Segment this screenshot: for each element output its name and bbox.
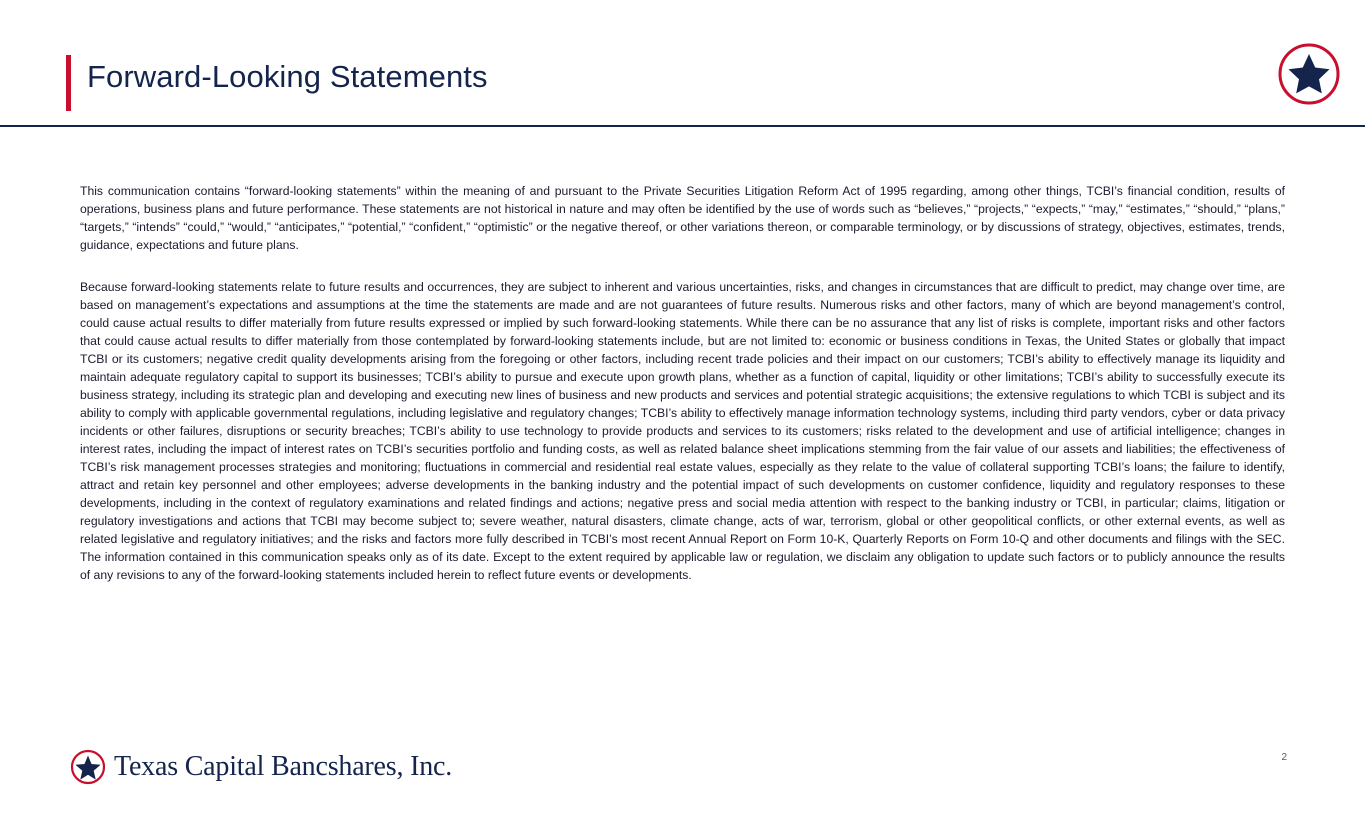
- page-title: Forward-Looking Statements: [87, 59, 488, 94]
- slide-body: [80, 182, 1285, 584]
- disclaimer-paragraph-1: This communication contains “forward-looking statements” within the meaning of and pursuant to the Private Securities Litigation Reform Act of 1995 regarding, among other things, TCBI’s financial condition, results of operations, business plans and future performance. These statements are not historical in nature and may often be identified by the use of words such as “believes,” “projects,” “expects,” “may,” “estimates,” “should,” “plans,” “targets,” “intends” “could,” “would,” “anticipates,” “potential,” “confident,” “optimistic” or the negative thereof, or other variations thereon, or comparable terminology, or by discussions of strategy, objectives, estimates, trends, guidance, expectations and future plans.: [80, 184, 1285, 252]
- page-number: 2: [1281, 752, 1287, 763]
- disclaimer-paragraph-2: Because forward-looking statements relate to future results and occurrences, they are subject to inherent and various uncertainties, risks, and changes in circumstances that are difficult to predict, may change over time, are based on management’s expectations and assumptions at the time the statements are made and are not guarantees of future results. Numerous risks and other factors, many of which are beyond management’s control, could cause actual results to differ materially from future results expressed or implied by such forward-looking statements. While there can be no assurance that any list of risks is complete, important risks and other factors that could cause actual results to differ materially from those contemplated by forward-looking statements include, but are not limited to: economic or business conditions in Texas, the United States or globally that impact TCBI or its customers; negative credit quality developments arising from the foregoing or other factors, including recent trade policies and their impact on our customers; TCBI’s ability to effectively manage its liquidity and maintain adequate regulatory capital to support its businesses; TCBI’s ability to pursue and execute upon growth plans, whether as a function of capital, liquidity or other limitations; TCBI’s ability to successfully execute its business strategy, including its strategic plan and developing and executing new lines of business and new products and services and potential strategic acquisitions; the extensive regulations to which TCBI is subject and its ability to comply with applicable governmental regulations, including legislative and regulatory changes; TCBI’s ability to effectively manage information technology systems, including third party vendors, cyber or data privacy incidents or other failures, disruptions or security breaches; TCBI’s ability to use technology to provide products and services to its customers; risks related to the development and use of artificial intelligence; changes in interest rates, including the impact of interest rates on TCBI’s securities portfolio and funding costs, as well as related balance sheet implications stemming from the fair value of our assets and liabilities; the effectiveness of TCBI’s risk management processes strategies and monitoring; fluctuations in commercial and residential real estate values, especially as they relate to the value of collateral supporting TCBI’s loans; the failure to identify, attract and retain key personnel and other employees; adverse developments in the banking industry and the potential impact of such developments on customer confidence, liquidity and regulatory responses to these developments, including in the context of regulatory examinations and related findings and actions; negative press and social media attention with respect to the banking industry or TCBI, in particular; claims, litigation or regulatory investigations and actions that TCBI may become subject to; severe weather, natural disasters, climate change, acts of war, terrorism, global or other geopolitical conflicts, or other external events, as well as related legislative and regulatory initiatives; and the risks and factors more fully described in TCBI’s most recent Annual Report on Form 10-K, Quarterly Reports on Form 10-Q and other documents and filings with the SEC. The information contained in this communication speaks only as of its date. Except to the extent required by applicable law or regulation, we disclaim any obligation to update such factors or to publicly announce the results of any revisions to any of the forward-looking statements included herein to reflect future events or developments.: [80, 280, 1285, 582]
- slide-header: [0, 0, 1365, 126]
- title-accent-bar: [66, 55, 71, 111]
- company-logo: [70, 749, 452, 785]
- star-in-circle-icon: [70, 749, 106, 785]
- company-wordmark: Texas Capital Bancshares, Inc.: [114, 751, 453, 782]
- star-in-circle-icon: [1277, 42, 1341, 106]
- header-divider: [0, 125, 1365, 127]
